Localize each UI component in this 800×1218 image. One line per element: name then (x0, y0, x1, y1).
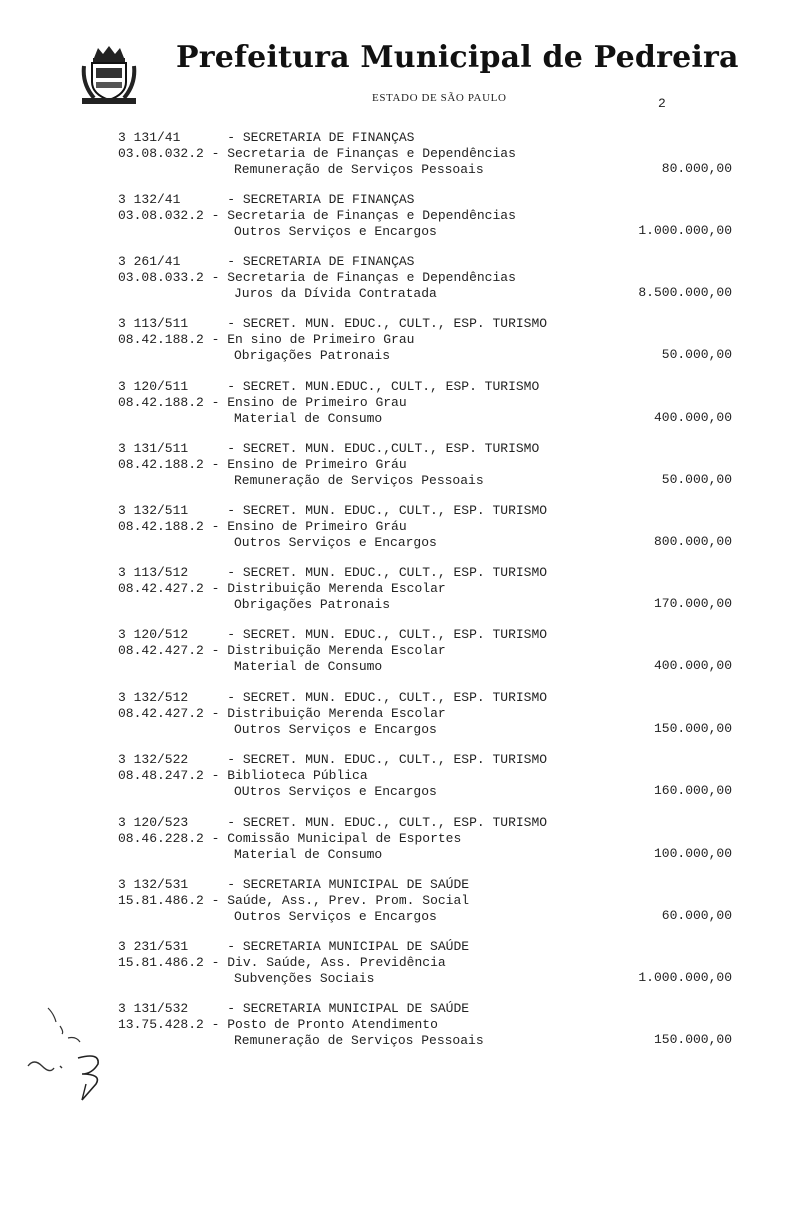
entry-subcode: 08.46.228.2 (118, 831, 204, 846)
budget-entry: 3 120/523 - SECRET. MUN. EDUC., CULT., ESP. TURISMO 08.46.228.2 - Comissão Municipal de Esportes Material de Consumo 100.000,00 (118, 815, 732, 862)
entry-organ: SECRET. MUN.EDUC., CULT., ESP. TURISMO (242, 379, 540, 394)
entry-code: 3 261/41 (118, 254, 181, 269)
entry-code: 3 131/511 (118, 441, 189, 456)
entry-program: Distribuição Merenda Escolar (227, 643, 446, 658)
entry-amount: 50.000,00 (661, 347, 732, 362)
page-number: 2 (658, 96, 666, 111)
budget-entry: 3 131/511 - SECRET. MUN. EDUC.,CULT., ESP. TURISMO 08.42.188.2 - Ensino de Primeiro Gráu Remuneração de Serviços Pessoais 50.000,00 (118, 441, 732, 488)
entry-subcode: 08.42.188.2 (118, 332, 204, 347)
entry-amount: 1.000.000,00 (638, 970, 732, 985)
entry-organ: SECRET. MUN. EDUC., CULT., ESP. TURISMO (242, 503, 548, 518)
entry-amount: 80.000,00 (661, 161, 732, 176)
entry-subcode: 03.08.032.2 (118, 146, 204, 161)
budget-entry: 3 132/531 - SECRETARIA MUNICIPAL DE SAÚDE 15.81.486.2 - Saúde, Ass., Prev. Prom. Social Outros Serviços e Encargos 60.000,00 (118, 877, 732, 924)
entry-amount: 800.000,00 (653, 534, 732, 549)
budget-entry: 3 120/512 - SECRET. MUN. EDUC., CULT., ESP. TURISMO 08.42.427.2 - Distribuição Merenda Escolar Material de Consumo 400.000,00 (118, 627, 732, 674)
entry-subcode: 03.08.033.2 (118, 270, 204, 285)
entry-subcode: 08.42.188.2 (118, 519, 204, 534)
entry-amount: 1.000.000,00 (638, 223, 732, 238)
entry-subcode: 08.48.247.2 (118, 768, 204, 783)
entry-organ: SECRETARIA MUNICIPAL DE SAÚDE (242, 1001, 470, 1016)
entry-organ: SECRETARIA DE FINANÇAS (242, 130, 415, 145)
entry-amount: 8.500.000,00 (638, 285, 732, 300)
entry-organ: SECRET. MUN. EDUC., CULT., ESP. TURISMO (242, 565, 548, 580)
entry-program: Posto de Pronto Atendimento (227, 1017, 438, 1032)
entry-element: Material de Consumo (234, 411, 383, 426)
entry-code: 3 113/512 (118, 565, 189, 580)
entry-element: Outros Serviços e Encargos (234, 722, 437, 737)
entry-code: 3 132/512 (118, 690, 189, 705)
entry-organ: SECRET. MUN. EDUC., CULT., ESP. TURISMO (242, 752, 548, 767)
budget-entry: 3 113/512 - SECRET. MUN. EDUC., CULT., ESP. TURISMO 08.42.427.2 - Distribuição Merenda Escolar Obrigações Patronais 170.000,00 (118, 565, 732, 612)
entry-amount: 150.000,00 (653, 1032, 732, 1047)
entry-program: Ensino de Primeiro Grau (227, 395, 407, 410)
entry-organ: SECRETARIA DE FINANÇAS (242, 254, 415, 269)
entry-element: Material de Consumo (234, 659, 383, 674)
entry-program: Div. Saúde, Ass. Previdência (227, 955, 446, 970)
entry-program: Comissão Municipal de Esportes (227, 831, 462, 846)
entry-amount: 400.000,00 (653, 410, 732, 425)
entry-subcode: 08.42.427.2 (118, 643, 204, 658)
budget-entry: 3 132/511 - SECRET. MUN. EDUC., CULT., ESP. TURISMO 08.42.188.2 - Ensino de Primeiro Gráu Outros Serviços e Encargos 800.000,00 (118, 503, 732, 550)
entry-code: 3 132/511 (118, 503, 189, 518)
budget-entry: 3 261/41 - SECRETARIA DE FINANÇAS 03.08.033.2 - Secretaria de Finanças e Dependências Juros da Dívida Contratada 8.500.000,00 (118, 254, 732, 301)
entry-element: Material de Consumo (234, 847, 383, 862)
entry-program: Secretaria de Finanças e Dependências (227, 270, 516, 285)
state-subtitle: ESTADO DE SÃO PAULO (372, 92, 507, 104)
entry-amount: 60.000,00 (661, 908, 732, 923)
budget-entry: 3 131/41 - SECRETARIA DE FINANÇAS 03.08.032.2 - Secretaria de Finanças e Dependências Remuneração de Serviços Pessoais 80.000,00 (118, 130, 732, 177)
entry-subcode: 15.81.486.2 (118, 893, 204, 908)
entry-code: 3 132/531 (118, 877, 189, 892)
budget-entry: 3 113/511 - SECRET. MUN. EDUC., CULT., ESP. TURISMO 08.42.188.2 - En sino de Primeiro Grau Obrigações Patronais 50.000,00 (118, 316, 732, 363)
entry-program: Ensino de Primeiro Gráu (227, 457, 407, 472)
entry-subcode: 13.75.428.2 (118, 1017, 204, 1032)
entry-code: 3 132/41 (118, 192, 181, 207)
budget-entry: 3 120/511 - SECRET. MUN.EDUC., CULT., ESP. TURISMO 08.42.188.2 - Ensino de Primeiro Grau Material de Consumo 400.000,00 (118, 379, 732, 426)
entry-element: Obrigações Patronais (234, 597, 391, 612)
budget-entry: 3 231/531 - SECRETARIA MUNICIPAL DE SAÚDE 15.81.486.2 - Div. Saúde, Ass. Previdência Subvenções Sociais 1.000.000,00 (118, 939, 732, 986)
entry-organ: SECRET. MUN. EDUC.,CULT., ESP. TURISMO (242, 441, 540, 456)
entry-program: Saúde, Ass., Prev. Prom. Social (227, 893, 470, 908)
entry-code: 3 120/511 (118, 379, 189, 394)
entry-element: Remuneração de Serviços Pessoais (234, 162, 484, 177)
entry-code: 3 231/531 (118, 939, 189, 954)
entry-element: Outros Serviços e Encargos (234, 909, 437, 924)
entry-subcode: 03.08.032.2 (118, 208, 204, 223)
entry-amount: 100.000,00 (653, 846, 732, 861)
entry-program: Distribuição Merenda Escolar (227, 581, 446, 596)
entry-element: Remuneração de Serviços Pessoais (234, 1033, 484, 1048)
entry-subcode: 08.42.188.2 (118, 395, 204, 410)
entry-element: Juros da Dívida Contratada (234, 286, 437, 301)
municipal-crest-icon (80, 44, 138, 106)
entry-organ: SECRETARIA MUNICIPAL DE SAÚDE (242, 939, 470, 954)
entry-program: Secretaria de Finanças e Dependências (227, 146, 516, 161)
entry-amount: 170.000,00 (653, 596, 732, 611)
entry-amount: 150.000,00 (653, 721, 732, 736)
budget-entry: 3 131/532 - SECRETARIA MUNICIPAL DE SAÚDE 13.75.428.2 - Posto de Pronto Atendimento Remuneração de Serviços Pessoais 150.000,00 (118, 1001, 732, 1048)
entry-program: En sino de Primeiro Grau (227, 332, 415, 347)
entry-element: Subvenções Sociais (234, 971, 375, 986)
budget-entry: 3 132/41 - SECRETARIA DE FINANÇAS 03.08.032.2 - Secretaria de Finanças e Dependências Outros Serviços e Encargos 1.000.000,00 (118, 192, 732, 239)
entry-element: Remuneração de Serviços Pessoais (234, 473, 484, 488)
entry-subcode: 08.42.427.2 (118, 581, 204, 596)
page-title: Prefeitura Municipal de Pedreira (176, 40, 739, 75)
entry-organ: SECRET. MUN. EDUC., CULT., ESP. TURISMO (242, 627, 548, 642)
entry-organ: SECRET. MUN. EDUC., CULT., ESP. TURISMO (242, 316, 548, 331)
entry-subcode: 08.42.188.2 (118, 457, 204, 472)
entry-organ: SECRET. MUN. EDUC., CULT., ESP. TURISMO (242, 815, 548, 830)
entry-code: 3 120/523 (118, 815, 189, 830)
entry-element: OUtros Serviços e Encargos (234, 784, 437, 799)
entry-organ: SECRETARIA MUNICIPAL DE SAÚDE (242, 877, 470, 892)
budget-entry: 3 132/512 - SECRET. MUN. EDUC., CULT., ESP. TURISMO 08.42.427.2 - Distribuição Merenda Escolar Outros Serviços e Encargos 150.000,00 (118, 690, 732, 737)
entry-amount: 50.000,00 (661, 472, 732, 487)
entry-program: Biblioteca Pública (227, 768, 368, 783)
entry-subcode: 08.42.427.2 (118, 706, 204, 721)
budget-entry: 3 132/522 - SECRET. MUN. EDUC., CULT., ESP. TURISMO 08.48.247.2 - Biblioteca Pública OUtros Serviços e Encargos 160.000,00 (118, 752, 732, 799)
entry-element: Outros Serviços e Encargos (234, 224, 437, 239)
entry-program: Ensino de Primeiro Gráu (227, 519, 407, 534)
entry-organ: SECRET. MUN. EDUC., CULT., ESP. TURISMO (242, 690, 548, 705)
entry-program: Secretaria de Finanças e Dependências (227, 208, 516, 223)
entry-organ: SECRETARIA DE FINANÇAS (242, 192, 415, 207)
handwritten-initials-icon (20, 1000, 120, 1110)
entry-amount: 160.000,00 (653, 783, 732, 798)
entry-code: 3 132/522 (118, 752, 189, 767)
entry-code: 3 113/511 (118, 316, 189, 331)
entry-code: 3 131/41 (118, 130, 181, 145)
entry-subcode: 15.81.486.2 (118, 955, 204, 970)
entry-amount: 400.000,00 (653, 658, 732, 673)
entry-program: Distribuição Merenda Escolar (227, 706, 446, 721)
entry-element: Outros Serviços e Encargos (234, 535, 437, 550)
entry-element: Obrigações Patronais (234, 348, 391, 363)
entry-code: 3 131/532 (118, 1001, 189, 1016)
entry-code: 3 120/512 (118, 627, 189, 642)
